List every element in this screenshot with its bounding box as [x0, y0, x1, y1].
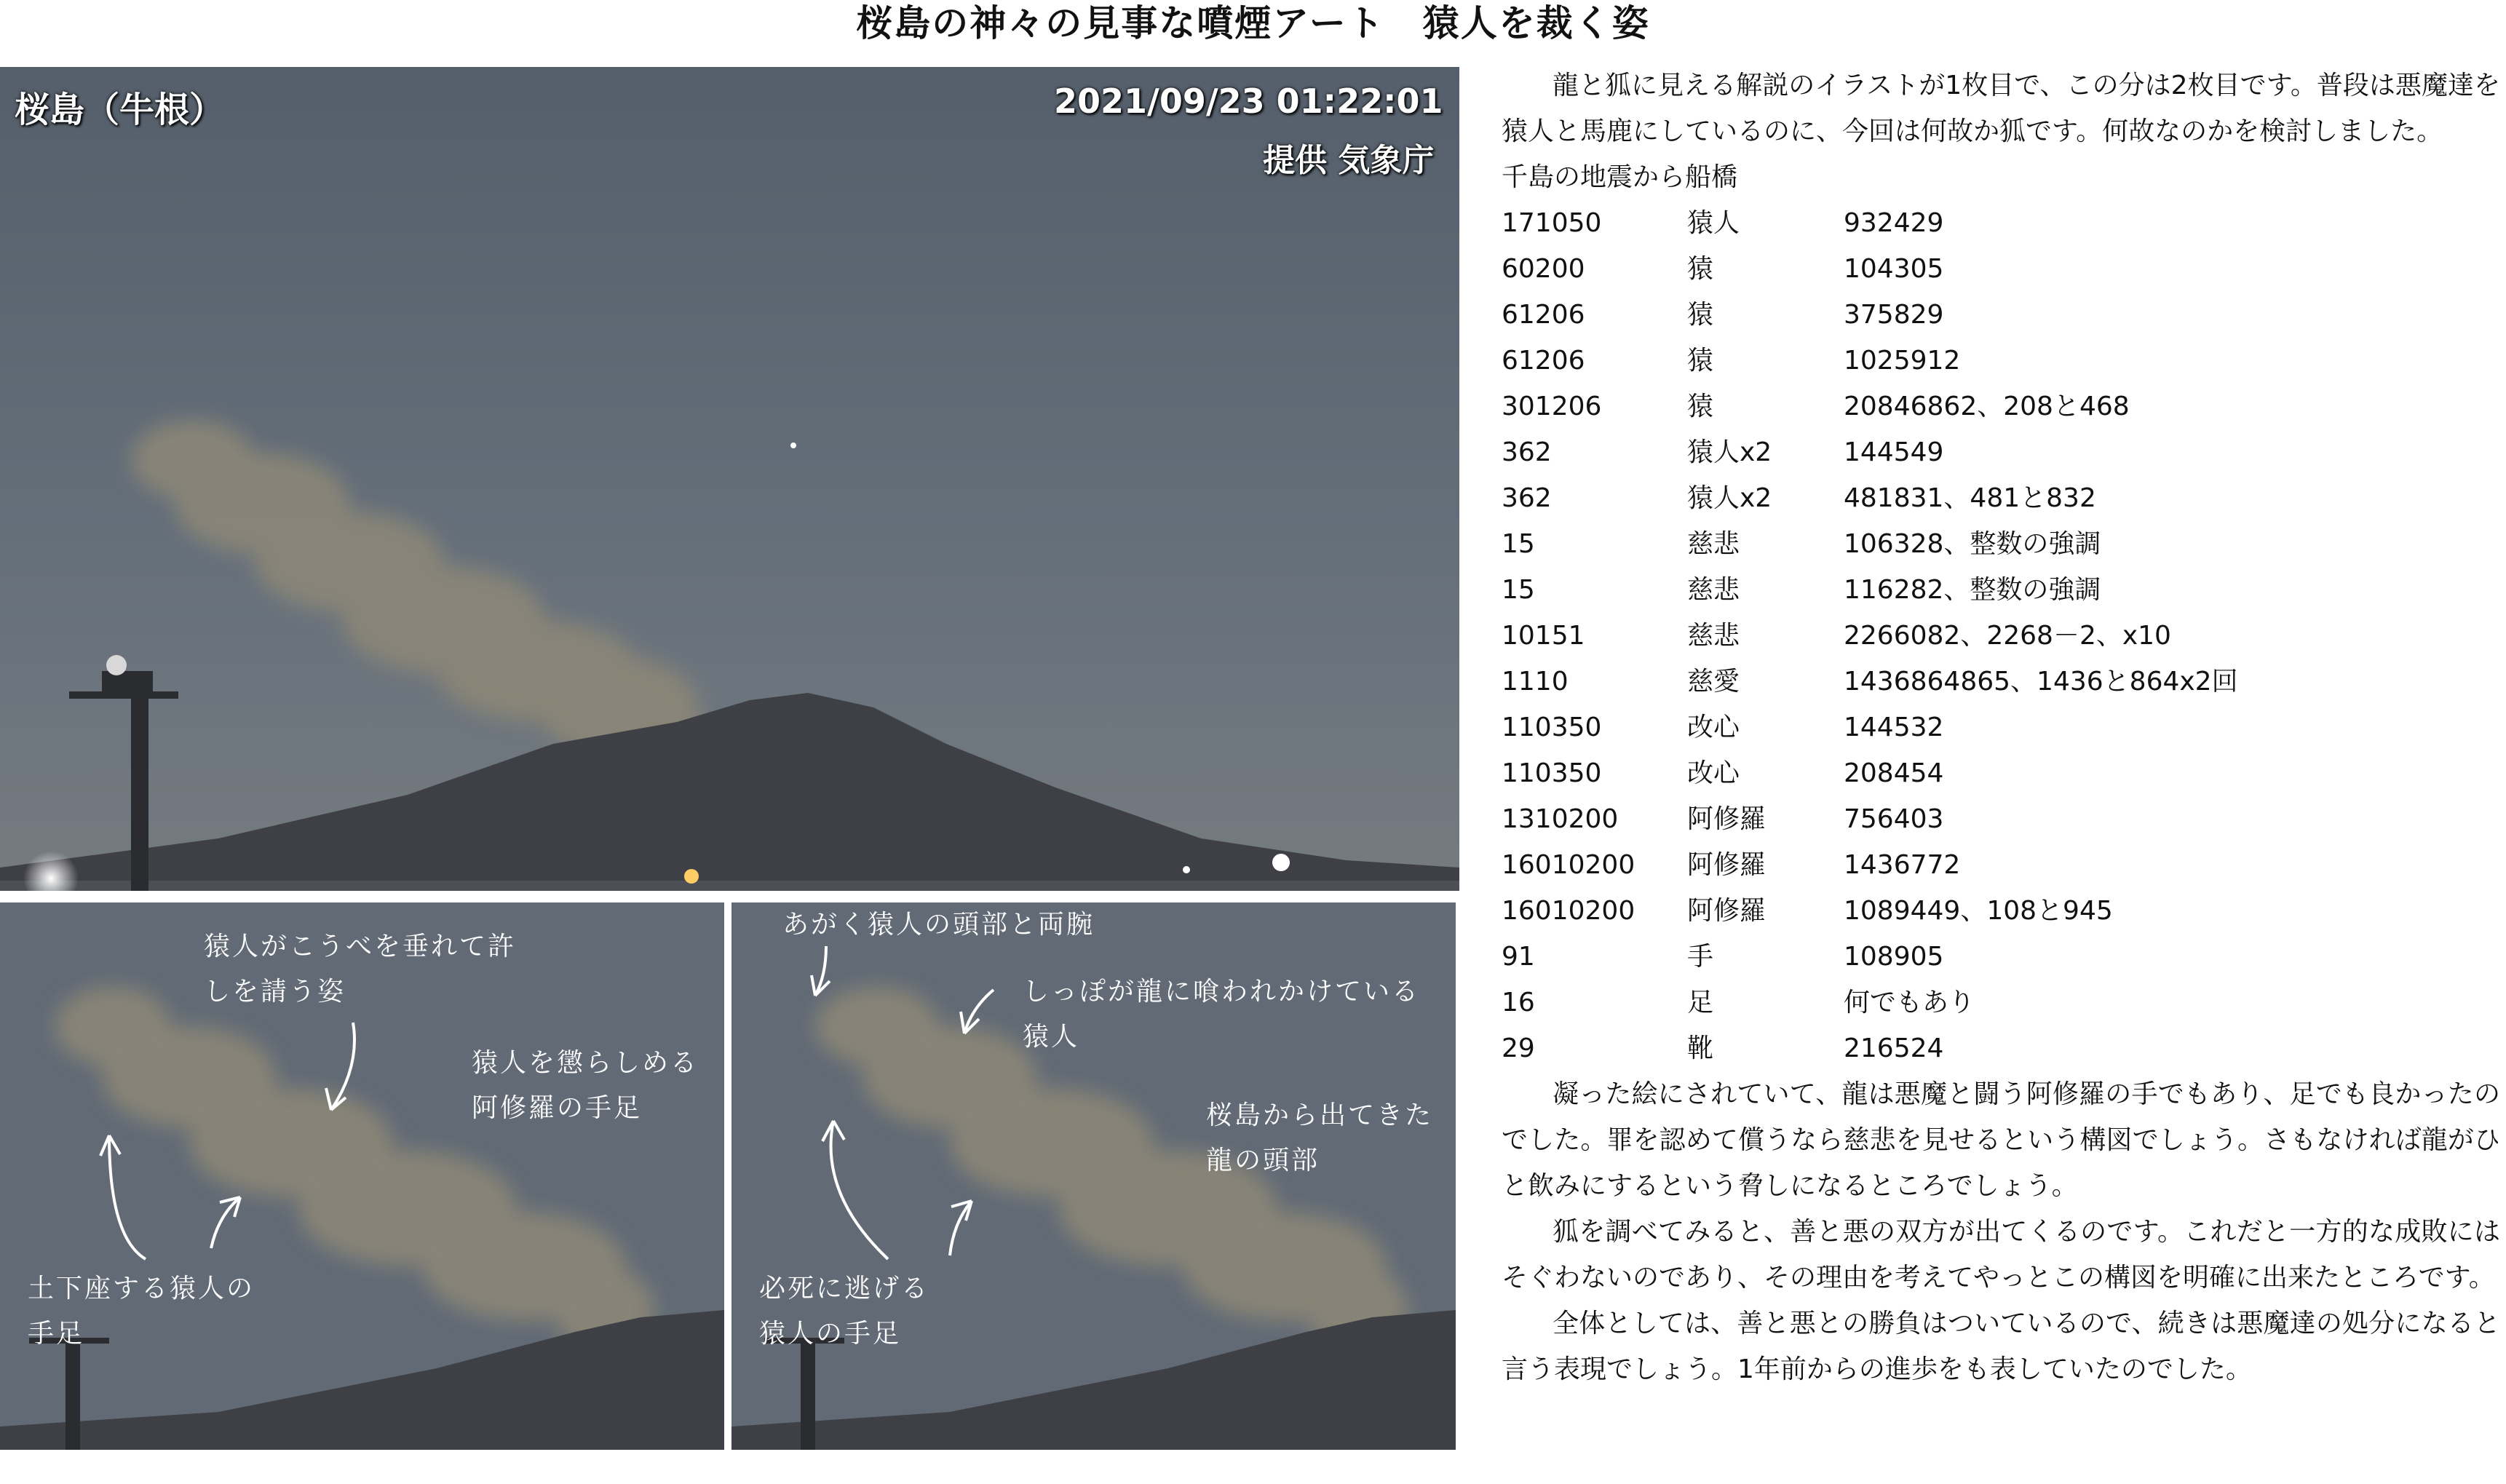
row-word: 阿修羅: [1687, 804, 1767, 834]
shore-light: [1183, 866, 1190, 873]
camera-location-label: 桜島（牛根）: [15, 90, 225, 130]
table-row: [1502, 475, 2238, 521]
row-value: 375829: [1844, 300, 1944, 330]
row-value: 216524: [1844, 1033, 1944, 1063]
star: [790, 443, 796, 448]
table-row: [1502, 934, 2238, 980]
row-value: 104305: [1844, 254, 1944, 284]
volcano-scene: [0, 67, 1459, 891]
row-value: 2266082、2268－2、x10: [1844, 621, 2171, 651]
shore-light: [1272, 854, 1290, 871]
row-word: 慈愛: [1687, 667, 1740, 697]
annotated-photo-right: [731, 902, 1456, 1450]
row-value: 481831、481と832: [1844, 483, 2096, 513]
row-word: 猿: [1687, 300, 1714, 330]
row-word: 猿人: [1687, 208, 1740, 238]
table-row: [1502, 980, 2238, 1025]
row-value: 1089449、108と945: [1844, 896, 2113, 926]
row-value: 20846862、208と468: [1844, 392, 2130, 421]
timestamp-label: 2021/09/23 01:22:01: [1054, 82, 1443, 121]
row-value: 108905: [1844, 942, 1944, 972]
row-code: 15: [1502, 575, 1535, 605]
body-paragraph: 狐を調べてみると、善と悪の双方が出てくるのです。これだと一方的な成敗にはそぐわないのであり、その理由を考えてやっとこの構図を明確に出来たところです。: [1502, 1217, 2500, 1293]
table-row: [1502, 521, 2238, 567]
volcano-main-photo: [0, 67, 1459, 891]
row-value: 756403: [1844, 804, 1944, 834]
row-code: 362: [1502, 483, 1552, 513]
row-code: 91: [1502, 942, 1535, 972]
row-value: 106328、整数の強調: [1844, 529, 2101, 559]
intro-paragraph: 龍と狐に見える解説のイラストが1枚目で、この分は2枚目です。普段は悪魔達を猿人と馬鹿にしているのに、今回は何故か狐です。何故なのかを検討しました。: [1502, 71, 2500, 146]
table-row: [1502, 842, 2238, 888]
row-code: 15: [1502, 529, 1535, 559]
row-code: 29: [1502, 1033, 1535, 1063]
row-word: 慈悲: [1687, 575, 1740, 605]
annotation-text: 桜島から出てきた 龍の頭部: [1206, 1100, 1434, 1175]
row-word: 改心: [1687, 758, 1740, 788]
row-value: 932429: [1844, 208, 1944, 238]
row-code: 110350: [1502, 713, 1602, 742]
annotation-text: あがく猿人の頭部と両腕: [782, 910, 1095, 940]
shoreline: [0, 881, 1459, 891]
row-code: 1110: [1502, 667, 1569, 697]
row-code: 61206: [1502, 346, 1585, 376]
row-code: 16: [1502, 988, 1535, 1017]
row-value: 144532: [1844, 713, 1944, 742]
table-row: [1502, 292, 2238, 338]
row-word: 改心: [1687, 713, 1740, 742]
row-word: 慈悲: [1687, 621, 1740, 651]
row-value: 1436772: [1844, 850, 1961, 880]
table-row: [1502, 429, 2238, 475]
table-row: [1502, 384, 2238, 429]
row-code: 171050: [1502, 208, 1602, 238]
table-row: [1502, 246, 2238, 292]
annotation-text: 土下座する猿人の 手足: [28, 1274, 255, 1349]
row-value: 208454: [1844, 758, 1944, 788]
row-code: 110350: [1502, 758, 1602, 788]
row-value: 1025912: [1844, 346, 1961, 376]
body-paragraph: 全体としては、善と悪との勝負はついているので、続きは悪魔達の処分になると言う表現でしょう。1年前からの進歩をも表していたのでした。: [1502, 1309, 2500, 1384]
row-value: 144549: [1844, 437, 1944, 467]
number-table: [1502, 200, 2238, 1071]
row-value: 1436864865、1436と864x2回: [1844, 667, 2238, 697]
row-word: 猿人x2: [1687, 483, 1772, 513]
table-heading: 千島の地震から船橋: [1502, 162, 1738, 192]
annotation-text: 猿人がこうべを垂れて許 しを請う姿: [204, 932, 517, 1007]
table-row: [1502, 888, 2238, 934]
table-row: [1502, 613, 2238, 659]
table-row: [1502, 705, 2238, 750]
table-row: [1502, 750, 2238, 796]
table-row: [1502, 338, 2238, 384]
row-word: 猿: [1687, 346, 1714, 376]
table-row: [1502, 796, 2238, 842]
row-word: 猿人x2: [1687, 437, 1772, 467]
row-code: 61206: [1502, 300, 1585, 330]
page-title: 桜島の神々の見事な噴煙アート 猿人を裁く姿: [856, 2, 1650, 44]
table-row: [1502, 567, 2238, 613]
row-word: 猿: [1687, 392, 1714, 421]
annotation-text: 猿人を懲らしめる 阿修羅の手足: [472, 1048, 699, 1123]
row-word: 靴: [1687, 1033, 1714, 1063]
credit-label: 提供 気象庁: [1263, 142, 1435, 179]
row-word: 手: [1687, 942, 1714, 972]
annotated-photo-left: [0, 902, 724, 1450]
row-code: 60200: [1502, 254, 1585, 284]
row-value: 何でもあり: [1844, 988, 1975, 1017]
row-code: 1310200: [1502, 804, 1619, 834]
annotation-text: しっぽが龍に喰われかけている 猿人: [1023, 977, 1421, 1052]
row-word: 阿修羅: [1687, 896, 1767, 926]
row-value: 116282、整数の強調: [1844, 575, 2101, 605]
body-paragraph: 凝った絵にされていて、龍は悪魔と闘う阿修羅の手でもあり、足でも良かったのでした。罪を認めて償うなら慈悲を見せるという構図でしょう。さもなければ龍がひと飲みにするという脅しになるところでしょう。: [1502, 1079, 2500, 1201]
table-row: [1502, 1025, 2238, 1071]
table-row: [1502, 200, 2238, 246]
row-code: 362: [1502, 437, 1552, 467]
row-word: 猿: [1687, 254, 1714, 284]
row-code: 16010200: [1502, 850, 1635, 880]
row-word: 足: [1687, 988, 1714, 1017]
row-code: 10151: [1502, 621, 1585, 651]
row-word: 阿修羅: [1687, 850, 1767, 880]
row-word: 慈悲: [1687, 529, 1740, 559]
annotation-text: 必死に逃げる 猿人の手足: [759, 1274, 930, 1349]
row-code: 16010200: [1502, 896, 1635, 926]
commentary-column: [1502, 63, 2500, 1392]
table-row: [1502, 659, 2238, 705]
row-code: 301206: [1502, 392, 1602, 421]
shore-light: [684, 869, 699, 884]
